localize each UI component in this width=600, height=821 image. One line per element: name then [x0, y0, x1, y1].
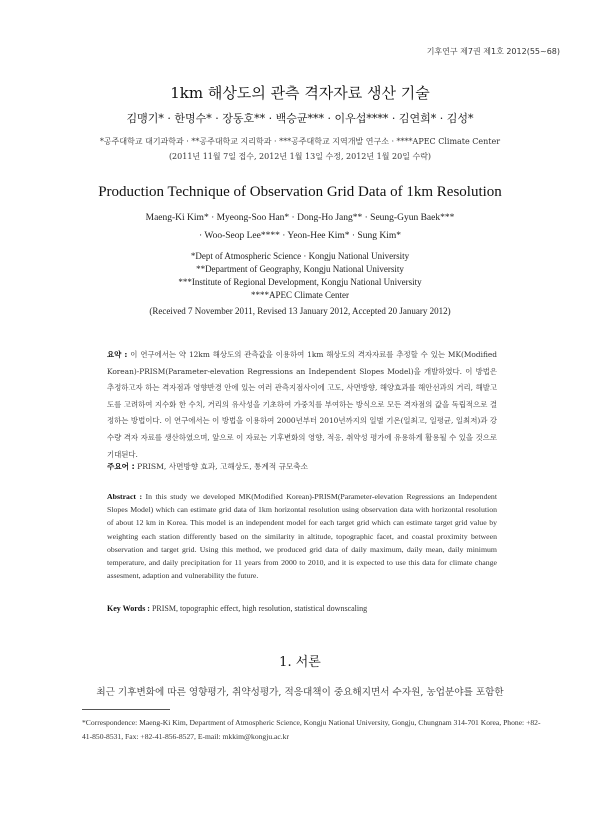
korean-keywords-text: PRISM, 사면방향 효과, 고해상도, 통계적 규모축소 [137, 462, 308, 471]
english-abstract-label: Abstract : [107, 492, 143, 501]
korean-title: 1km 해상도의 관측 격자자료 생산 기술 [170, 84, 430, 102]
english-affiliations [0, 250, 600, 302]
footnote-divider [82, 709, 170, 710]
affiliation-line: ***Institute of Regional Development, Kongju National University [178, 277, 422, 287]
english-keywords [107, 604, 497, 613]
korean-authors: 김맹기* · 한명수* · 장동호** · 백승균*** · 이우섭**** · 김연희* · 김성* [126, 112, 474, 125]
korean-abstract-text: 이 연구에서는 약 12km 해상도의 관측값을 이용하여 1km 해상도의 격자자료를 추정할 수 있는 MK(Modified Korean)-PRISM(Parameter-elevation Regressions an Independent Slopes Model)을 개발하였다. 이 방법은 추정하고자 하는 격자점과 영향반경 안에 있는 여러 관측지점사이에 고도, 사면방향, 해양효과를 해안선과의 거리, 해발고도를 고려하여 지수화 한 수치, 거리의 유사성을 기초하여 가중치를 부여하는 방식으로 모든 격자점의 값을 독립적으로 결정하는 방법이다. 이 연구에서는 이 방법을 이용하여 2000년부터 2010년까지의 일별 기온(일최고, 일평균, 일최저)과 강수량 격자 자료를 생산하였으며, 앞으로 이 자료는 기후변화의 영향, 적응, 취약성 평가에 유용하게 활용될 수 있을 것으로 기대된다. [107, 350, 497, 459]
affiliation-line: *Dept of Atmospheric Science · Kongju National University [190, 251, 410, 261]
english-authors-line-1: Maeng-Ki Kim* · Myeong-Soo Han* · Dong-Ho Jang** · Seung-Gyun Baek*** [145, 213, 455, 223]
correspondence-footnote: *Correspondence: Maeng-Ki Kim, Department of Atmospheric Science, Kongju National University, Gongju, Chungnam 314-701 Korea, Phone: +82-41-850-8531, Fax: +82-41-856-8527, E-mail: mkkim@kongju.ac.kr [82, 718, 541, 741]
section-heading: 1. 서론 [279, 655, 321, 670]
intro-paragraph-line: 최근 기후변화에 따른 영향평가, 취약성평가, 적응대책이 중요해지면서 수자원, 농업분야를 포함한 [96, 687, 504, 698]
korean-affiliations: *공주대학교 대기과학과 · **공주대학교 지리학과 · ***공주대학교 지역개발 연구소 · ****APEC Climate Center [99, 137, 501, 146]
affiliation-line: ****APEC Climate Center [251, 290, 349, 300]
english-keywords-text: PRISM, topographic effect, high resolution, statistical downscaling [151, 604, 368, 613]
korean-abstract-label: 요약 : [107, 350, 128, 359]
received-dates: (Received 7 November 2011, Revised 13 January 2012, Accepted 20 January 2012) [149, 306, 451, 316]
journal-citation: 기후연구 제7권 제1호 2012(55~68) [426, 47, 560, 56]
english-keywords-label: Key Words : [107, 604, 150, 613]
korean-abstract [107, 347, 497, 463]
korean-dates: (2011년 11월 7일 접수, 2012년 1월 13일 수정, 2012년 1월 20일 수락) [168, 152, 432, 161]
english-title: Production Technique of Observation Grid Data of 1km Resolution [98, 184, 502, 200]
korean-keywords [107, 461, 497, 472]
korean-keywords-label: 주요어 : [107, 462, 135, 471]
english-abstract [107, 490, 497, 582]
affiliation-line: **Department of Geography, Kongju National University [196, 264, 404, 274]
english-authors-line-2: · Woo-Seop Lee**** · Yeon-Hee Kim* · Sung Kim* [199, 231, 401, 241]
english-abstract-text: In this study we developed MK(Modified Korean)-PRISM(Parameter-elevation Regressions an Independent Slopes Model) which can estimate grid data of 1km horizontal resolution using observation data with horizontal resolution of about 12 km in Korea. This model is an independent model for each target grid which can estimate target grid value by weighting each station differently based on the similarity in altitude, topographic facet, and coastal proximity between observation and target grid. Using this method, we produced grid data of daily maximum, daily mean, daily minimum temperature, and daily precipitation for 11 years from 2000 to 2010, and it is expected to use this data for climate change assesment, adaption and vulnerability the future. [107, 492, 498, 581]
